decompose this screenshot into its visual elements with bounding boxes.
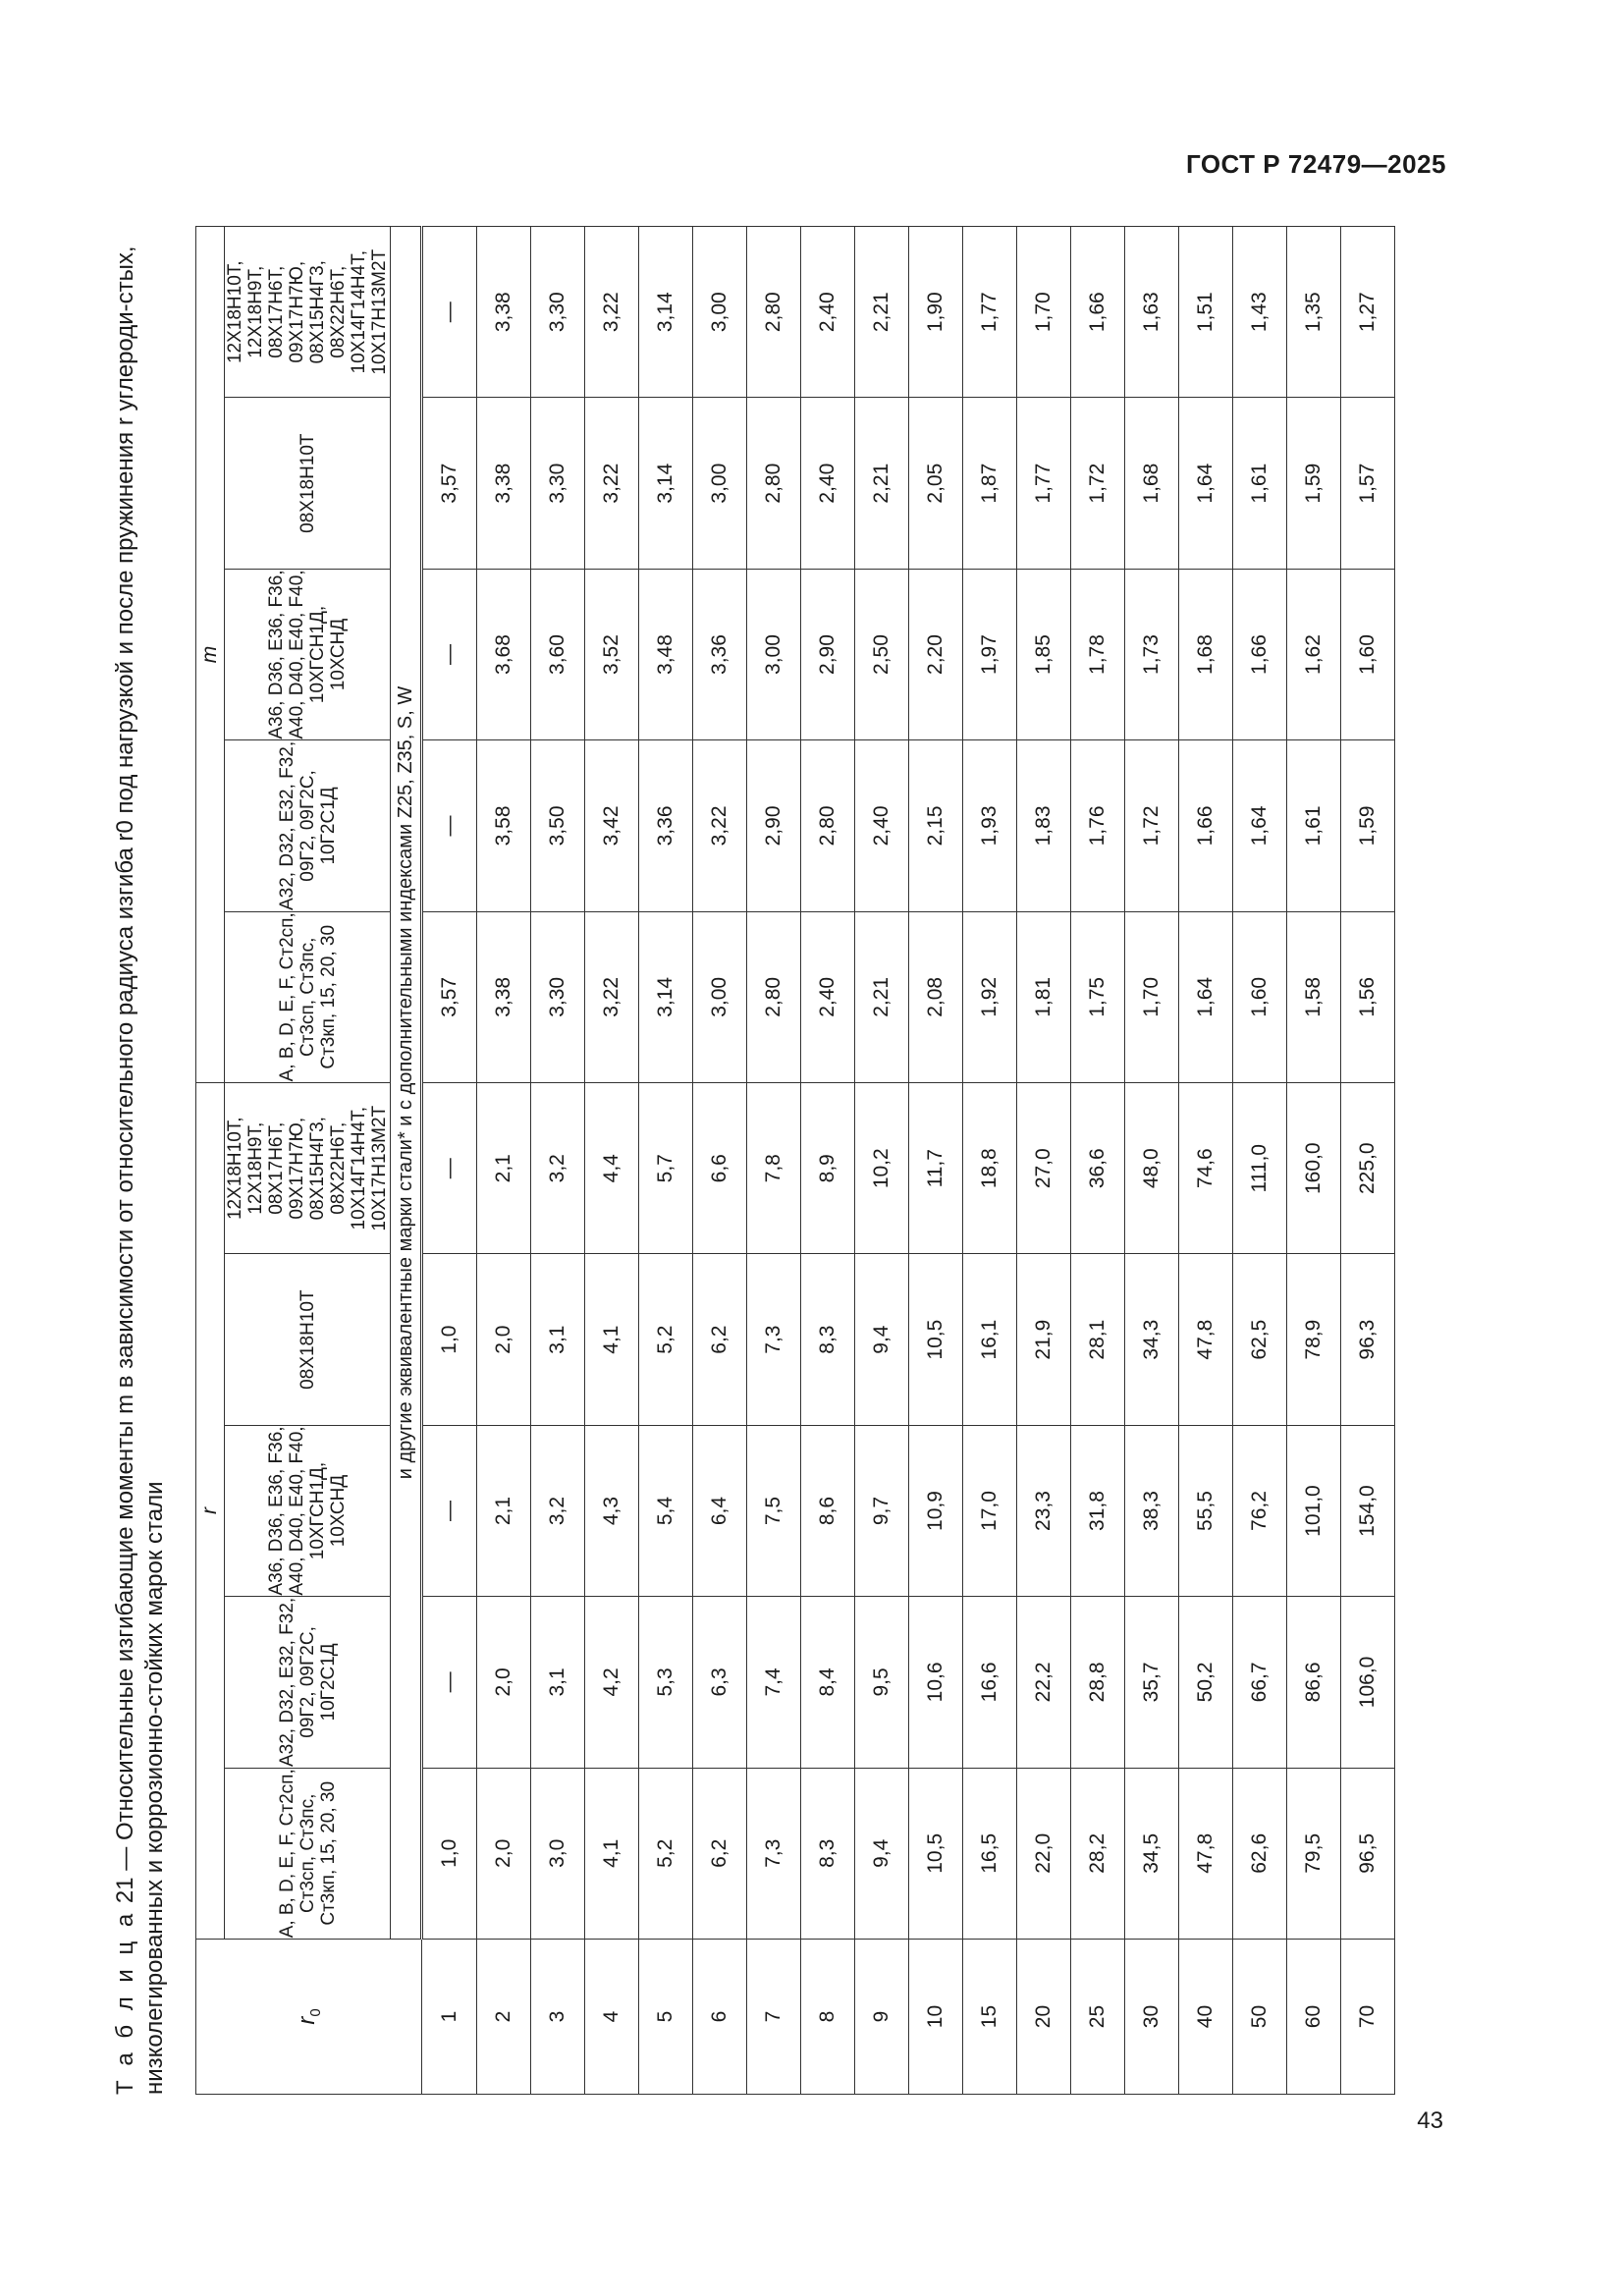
standard-code: ГОСТ Р 72479—2025	[1185, 149, 1446, 179]
value-cell: 1,64	[1178, 398, 1232, 569]
value-cell: 2,80	[747, 911, 801, 1082]
value-cell: 6,2	[693, 1768, 747, 1939]
value-cell: 1,73	[1124, 569, 1178, 739]
value-cell: 3,14	[639, 911, 693, 1082]
value-cell: 6,4	[693, 1425, 747, 1596]
col-header-m-2: A32, D32, E32, F32, 09Г2, 09Г2С, 10Г2С1Д	[225, 740, 391, 911]
value-cell: 1,64	[1178, 911, 1232, 1082]
table-row	[585, 227, 639, 2095]
value-cell: 2,80	[747, 398, 801, 569]
value-cell: 1,68	[1124, 398, 1178, 569]
value-cell: 10,5	[908, 1254, 962, 1425]
value-cell: 1,58	[1286, 911, 1340, 1082]
table-body	[422, 227, 1395, 2095]
value-cell: 28,8	[1070, 1597, 1124, 1768]
r0-cell: 3	[531, 1940, 585, 2095]
value-cell: 48,0	[1124, 1083, 1178, 1254]
r0-cell: 60	[1286, 1940, 1340, 2095]
value-cell: 3,38	[477, 911, 531, 1082]
value-cell: 1,60	[1340, 569, 1394, 739]
r0-cell: 9	[855, 1940, 909, 2095]
value-cell: 16,5	[962, 1768, 1016, 1939]
value-cell: 1,77	[962, 227, 1016, 398]
col-header-m-1: A, B, D, E, F, Ст2сп, Ст3сп, Ст3пс, Ст3кп, 15, 20, 30	[225, 911, 391, 1082]
group-header-m: m	[196, 227, 225, 1083]
value-cell: 5,7	[639, 1083, 693, 1254]
value-cell: 2,20	[908, 569, 962, 739]
value-cell: 3,00	[747, 569, 801, 739]
value-cell: 6,3	[693, 1597, 747, 1768]
value-cell: 3,50	[531, 740, 585, 911]
value-cell: 9,5	[855, 1597, 909, 1768]
value-cell: 1,66	[1178, 740, 1232, 911]
table-row	[1178, 227, 1232, 2095]
value-cell: 2,0	[477, 1597, 531, 1768]
bending-moments-table	[195, 226, 1395, 2095]
value-cell: 2,0	[477, 1768, 531, 1939]
value-cell: 50,2	[1178, 1597, 1232, 1768]
value-cell: 2,1	[477, 1083, 531, 1254]
value-cell: —	[422, 740, 477, 911]
value-cell: 38,3	[1124, 1425, 1178, 1596]
value-cell: 7,3	[747, 1254, 801, 1425]
value-cell: 1,72	[1070, 398, 1124, 569]
value-cell: 101,0	[1286, 1425, 1340, 1596]
table-row	[1286, 227, 1340, 2095]
col-header-m-4: 08Х18Н10Т	[225, 398, 391, 569]
value-cell: 2,1	[477, 1425, 531, 1596]
value-cell: 3,2	[531, 1425, 585, 1596]
value-cell: 10,6	[908, 1597, 962, 1768]
value-cell: 7,5	[747, 1425, 801, 1596]
value-cell: 1,63	[1124, 227, 1178, 398]
value-cell: 4,1	[585, 1768, 639, 1939]
value-cell: 3,2	[531, 1083, 585, 1254]
value-cell: 36,6	[1070, 1083, 1124, 1254]
value-cell: 1,87	[962, 398, 1016, 569]
value-cell: 160,0	[1286, 1083, 1340, 1254]
value-cell: —	[422, 1425, 477, 1596]
table-row	[1124, 227, 1178, 2095]
value-cell: 76,2	[1232, 1425, 1286, 1596]
value-cell: 8,9	[801, 1083, 855, 1254]
value-cell: 8,3	[801, 1254, 855, 1425]
r0-cell: 4	[585, 1940, 639, 2095]
page-number: 43	[1417, 2107, 1443, 2134]
table-row	[855, 227, 909, 2095]
value-cell: 11,7	[908, 1083, 962, 1254]
value-cell: 2,08	[908, 911, 962, 1082]
value-cell: 1,75	[1070, 911, 1124, 1082]
value-cell: 31,8	[1070, 1425, 1124, 1596]
value-cell: 4,2	[585, 1597, 639, 1768]
col-header-r-4: 08Х18Н10Т	[225, 1254, 391, 1425]
value-cell: 3,36	[693, 569, 747, 739]
value-cell: 1,70	[1016, 227, 1070, 398]
r0-cell: 30	[1124, 1940, 1178, 2095]
value-cell: 2,21	[855, 911, 909, 1082]
value-cell: 5,2	[639, 1768, 693, 1939]
value-cell: —	[422, 1083, 477, 1254]
value-cell: 18,8	[962, 1083, 1016, 1254]
value-cell: 8,4	[801, 1597, 855, 1768]
value-cell: 3,1	[531, 1254, 585, 1425]
value-cell: 1,93	[962, 740, 1016, 911]
value-cell: 1,59	[1286, 398, 1340, 569]
value-cell: 10,2	[855, 1083, 909, 1254]
table-row	[477, 227, 531, 2095]
value-cell: 3,1	[531, 1597, 585, 1768]
value-cell: 4,1	[585, 1254, 639, 1425]
value-cell: 2,21	[855, 227, 909, 398]
table-row	[801, 227, 855, 2095]
value-cell: 1,66	[1070, 227, 1124, 398]
col-header-r-1: A, B, D, E, F, Ст2сп, Ст3сп, Ст3пс, Ст3кп, 15, 20, 30	[225, 1768, 391, 1939]
value-cell: 1,51	[1178, 227, 1232, 398]
value-cell: 111,0	[1232, 1083, 1286, 1254]
value-cell: 66,7	[1232, 1597, 1286, 1768]
value-cell: 3,42	[585, 740, 639, 911]
value-cell: 7,4	[747, 1597, 801, 1768]
r0-cell: 6	[693, 1940, 747, 2095]
group-header-r: r	[196, 1083, 225, 1940]
value-cell: 1,92	[962, 911, 1016, 1082]
table-row	[422, 227, 477, 2095]
value-cell: 1,61	[1286, 740, 1340, 911]
r0-cell: 8	[801, 1940, 855, 2095]
value-cell: 2,50	[855, 569, 909, 739]
steel-grades-note: и другие эквивалентные марки стали* и с дополнительными индексами Z25, Z35, S, W	[391, 227, 422, 1940]
value-cell: 74,6	[1178, 1083, 1232, 1254]
r0-cell: 10	[908, 1940, 962, 2095]
value-cell: 8,3	[801, 1768, 855, 1939]
header-note-row	[391, 227, 422, 2095]
value-cell: 2,80	[747, 227, 801, 398]
value-cell: 21,9	[1016, 1254, 1070, 1425]
value-cell: 3,60	[531, 569, 585, 739]
value-cell: 9,4	[855, 1768, 909, 1939]
table-row	[1340, 227, 1394, 2095]
value-cell: 1,90	[908, 227, 962, 398]
value-cell: 8,6	[801, 1425, 855, 1596]
value-cell: 3,22	[585, 911, 639, 1082]
value-cell: 3,30	[531, 398, 585, 569]
value-cell: 3,00	[693, 227, 747, 398]
value-cell: 86,6	[1286, 1597, 1340, 1768]
value-cell: 47,8	[1178, 1768, 1232, 1939]
value-cell: 3,48	[639, 569, 693, 739]
table-row	[531, 227, 585, 2095]
col-header-m-5: 12Х18Н10Т, 12Х18Н9Т, 08Х17Н6Т, 09Х17Н7Ю, 08Х15Н4Г3, 08Х22Н6Т, 10Х14Г14Н4Т, 10Х17Н13М2Т	[225, 227, 391, 398]
r0-cell: 7	[747, 1940, 801, 2095]
value-cell: 47,8	[1178, 1254, 1232, 1425]
value-cell: —	[422, 569, 477, 739]
r0-cell: 1	[422, 1940, 477, 2095]
value-cell: 1,43	[1232, 227, 1286, 398]
value-cell: 3,38	[477, 398, 531, 569]
value-cell: 1,61	[1232, 398, 1286, 569]
value-cell: 1,64	[1232, 740, 1286, 911]
table-row	[962, 227, 1016, 2095]
value-cell: 3,22	[585, 227, 639, 398]
table-caption-label: Т а б л и ц а	[112, 1909, 138, 2095]
value-cell: 35,7	[1124, 1597, 1178, 1768]
rotated-table-block	[103, 219, 1424, 2095]
value-cell: 1,60	[1232, 911, 1286, 1082]
value-cell: 4,4	[585, 1083, 639, 1254]
value-cell: 7,3	[747, 1768, 801, 1939]
value-cell: 22,2	[1016, 1597, 1070, 1768]
value-cell: 3,38	[477, 227, 531, 398]
value-cell: 27,0	[1016, 1083, 1070, 1254]
value-cell: 28,2	[1070, 1768, 1124, 1939]
value-cell: —	[422, 1597, 477, 1768]
value-cell: 3,22	[693, 740, 747, 911]
table-row	[639, 227, 693, 2095]
r0-cell: 5	[639, 1940, 693, 2095]
r0-cell: 70	[1340, 1940, 1394, 2095]
value-cell: 3,52	[585, 569, 639, 739]
value-cell: 1,0	[422, 1254, 477, 1425]
value-cell: 1,57	[1340, 398, 1394, 569]
header-group-row	[196, 227, 225, 2095]
value-cell: 1,35	[1286, 227, 1340, 398]
value-cell: 6,6	[693, 1083, 747, 1254]
value-cell: 2,90	[747, 740, 801, 911]
value-cell: 1,59	[1340, 740, 1394, 911]
value-cell: 3,68	[477, 569, 531, 739]
value-cell: 96,5	[1340, 1768, 1394, 1939]
value-cell: 1,77	[1016, 398, 1070, 569]
value-cell: 1,83	[1016, 740, 1070, 911]
value-cell: 2,15	[908, 740, 962, 911]
value-cell: 2,40	[801, 227, 855, 398]
r0-header: $r_0$	[196, 1940, 422, 2095]
value-cell: 34,3	[1124, 1254, 1178, 1425]
col-header-r-2: A32, D32, E32, F32, 09Г2, 09Г2С, 10Г2С1Д	[225, 1597, 391, 1768]
col-header-m-3: A36, D36, E36, F36, A40, D40, E40, F40, 10ХГСН1Д, 10ХСНД	[225, 569, 391, 739]
r0-cell: 2	[477, 1940, 531, 2095]
header-grades-row	[225, 227, 391, 2095]
value-cell: 4,3	[585, 1425, 639, 1596]
r0-cell: 40	[1178, 1940, 1232, 2095]
value-cell: 1,66	[1232, 569, 1286, 739]
value-cell: 2,40	[855, 740, 909, 911]
value-cell: 78,9	[1286, 1254, 1340, 1425]
value-cell: 3,57	[422, 398, 477, 569]
value-cell: 2,40	[801, 398, 855, 569]
value-cell: 1,81	[1016, 911, 1070, 1082]
value-cell: 1,70	[1124, 911, 1178, 1082]
value-cell: 6,2	[693, 1254, 747, 1425]
col-header-r-3: A36, D36, E36, F36, A40, D40, E40, F40, 10ХГСН1Д, 10ХСНД	[225, 1425, 391, 1596]
value-cell: 1,62	[1286, 569, 1340, 739]
value-cell: 7,8	[747, 1083, 801, 1254]
table-caption	[111, 229, 170, 2095]
value-cell: 106,0	[1340, 1597, 1394, 1768]
value-cell: 5,2	[639, 1254, 693, 1425]
r0-cell: 15	[962, 1940, 1016, 2095]
table-caption-text: 21 — Относительные изгибающие моменты m в зависимости от относительного радиуса изгиба r0 под нагрузкой и после пружинения r углероди-стых, низколегированных и коррозионно-стойких марок стали	[112, 246, 168, 2095]
value-cell: 23,3	[1016, 1425, 1070, 1596]
value-cell: 2,05	[908, 398, 962, 569]
r0-cell: 20	[1016, 1940, 1070, 2095]
value-cell: 55,5	[1178, 1425, 1232, 1596]
r0-cell: 50	[1232, 1940, 1286, 2095]
value-cell: 9,4	[855, 1254, 909, 1425]
value-cell: 5,4	[639, 1425, 693, 1596]
table-row	[747, 227, 801, 2095]
value-cell: 1,0	[422, 1768, 477, 1939]
value-cell: 1,78	[1070, 569, 1124, 739]
value-cell: 3,30	[531, 911, 585, 1082]
value-cell: 1,97	[962, 569, 1016, 739]
value-cell: 2,40	[801, 911, 855, 1082]
col-header-r-5: 12Х18Н10Т, 12Х18Н9Т, 08Х17Н6Т, 09Х17Н7Ю, 08Х15Н4Г3, 08Х22Н6Т, 10Х14Г14Н4Т, 10Х17Н13М2Т	[225, 1083, 391, 1254]
value-cell: 154,0	[1340, 1425, 1394, 1596]
value-cell: 62,5	[1232, 1254, 1286, 1425]
value-cell: 3,22	[585, 398, 639, 569]
value-cell: 34,5	[1124, 1768, 1178, 1939]
value-cell: 3,30	[531, 227, 585, 398]
value-cell: 9,7	[855, 1425, 909, 1596]
value-cell: 3,58	[477, 740, 531, 911]
value-cell: 28,1	[1070, 1254, 1124, 1425]
value-cell: —	[422, 227, 477, 398]
value-cell: 1,76	[1070, 740, 1124, 911]
value-cell: 3,36	[639, 740, 693, 911]
table-row	[693, 227, 747, 2095]
value-cell: 2,80	[801, 740, 855, 911]
value-cell: 3,14	[639, 227, 693, 398]
value-cell: 1,85	[1016, 569, 1070, 739]
value-cell: 1,68	[1178, 569, 1232, 739]
table-row	[1232, 227, 1286, 2095]
value-cell: 225,0	[1340, 1083, 1394, 1254]
value-cell: 3,57	[422, 911, 477, 1082]
value-cell: 10,9	[908, 1425, 962, 1596]
value-cell: 5,3	[639, 1597, 693, 1768]
value-cell: 3,14	[639, 398, 693, 569]
value-cell: 62,6	[1232, 1768, 1286, 1939]
value-cell: 1,56	[1340, 911, 1394, 1082]
table-row	[1070, 227, 1124, 2095]
value-cell: 1,72	[1124, 740, 1178, 911]
value-cell: 2,90	[801, 569, 855, 739]
value-cell: 2,0	[477, 1254, 531, 1425]
value-cell: 1,27	[1340, 227, 1394, 398]
value-cell: 16,6	[962, 1597, 1016, 1768]
value-cell: 16,1	[962, 1254, 1016, 1425]
value-cell: 22,0	[1016, 1768, 1070, 1939]
value-cell: 96,3	[1340, 1254, 1394, 1425]
value-cell: 79,5	[1286, 1768, 1340, 1939]
table-row	[908, 227, 962, 2095]
table-row	[1016, 227, 1070, 2095]
value-cell: 2,21	[855, 398, 909, 569]
value-cell: 10,5	[908, 1768, 962, 1939]
value-cell: 3,00	[693, 911, 747, 1082]
value-cell: 17,0	[962, 1425, 1016, 1596]
value-cell: 3,0	[531, 1768, 585, 1939]
r0-cell: 25	[1070, 1940, 1124, 2095]
value-cell: 3,00	[693, 398, 747, 569]
